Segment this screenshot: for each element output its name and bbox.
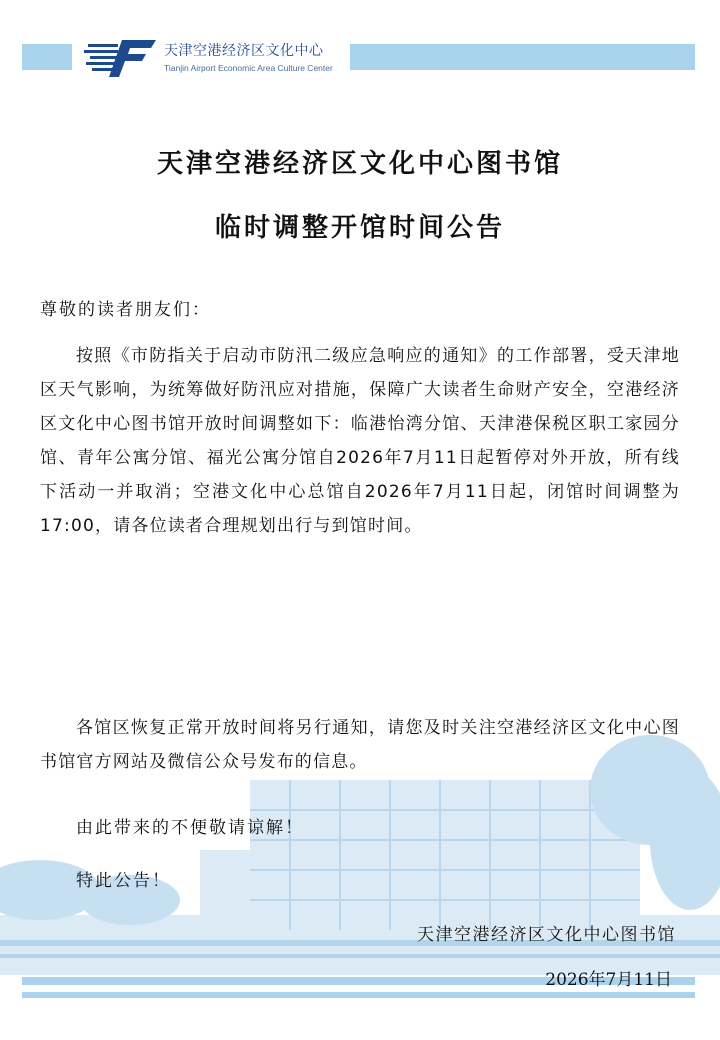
salutation: 尊敬的读者朋友们： <box>40 300 211 320</box>
culture-center-emblem-icon <box>84 36 160 80</box>
logo-chinese-name: 天津空港经济区文化中心 <box>164 43 324 59</box>
culture-center-logo <box>84 34 346 82</box>
footer-bar-bottom <box>22 992 695 998</box>
apology-line: 由此带来的不便敬请谅解！ <box>76 818 304 838</box>
header-bar-right <box>350 44 695 70</box>
notice-title-line2: 临时调整开馆时间公告 <box>214 213 505 243</box>
signature: 天津空港经济区文化中心图书馆 <box>417 925 676 945</box>
header-bar-left <box>22 44 72 70</box>
closing-line: 特此公告！ <box>76 871 171 891</box>
notice-paragraph-2: 各馆区恢复正常开放时间将另行通知，请您及时关注空港经济区文化中心图书馆官方网站及微信公众号发布的信息。 <box>40 718 680 772</box>
notice-title-line1: 天津空港经济区文化中心图书馆 <box>156 149 563 179</box>
notice-date: 2026年7月11日 <box>545 970 672 990</box>
logo-english-name: Tianjin Airport Economic Area Culture Center <box>164 63 333 73</box>
notice-paragraph-1: 按照《市防指关于启动市防汛二级应急响应的通知》的工作部署，受天津地区天气影响，为统筹做好防汛应对措施，保障广大读者生命财产安全，空港经济区文化中心图书馆开放时间调整如下：临港怡湾分馆、天津港保税区职工家园分馆、青年公寓分馆、福光公寓分馆自2026年7月11日起暂停对外开放，所有线下活动一并取消；空港文化中心总馆自2026年7月11日起，闭馆时间调整为17:00，请各位读者合理规划出行与到馆时间。 <box>40 346 680 536</box>
